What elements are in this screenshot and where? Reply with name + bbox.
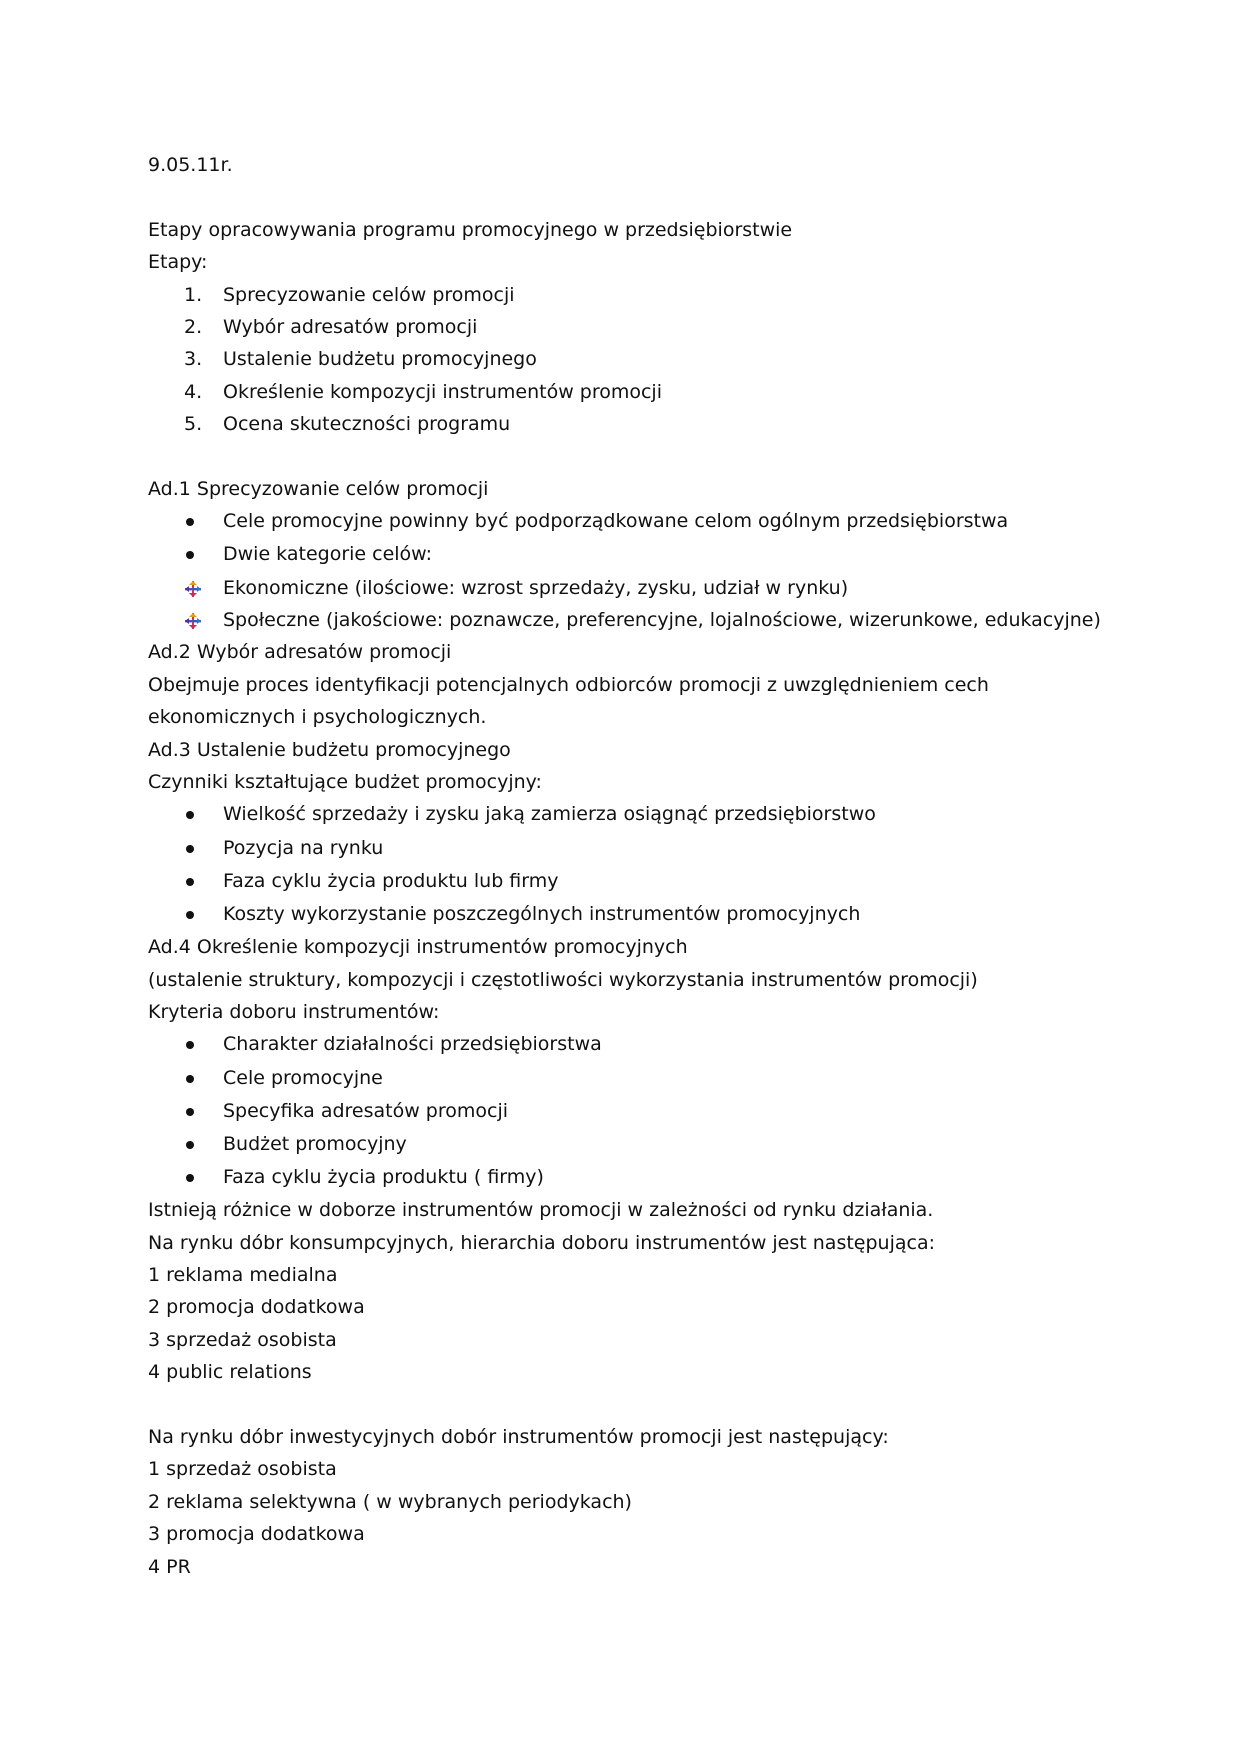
list-item-text: Cele promocyjne — [223, 1066, 383, 1089]
ad4-intro: Kryteria doboru instrumentów: — [148, 1000, 440, 1023]
list-item-text: Dwie kategorie celów: — [223, 543, 433, 566]
ad3-intro: Czynniki kształtujące budżet promocyjny: — [148, 771, 542, 794]
list-item-text: Faza cyklu życia produktu lub firmy — [223, 869, 559, 892]
ad2-heading: Ad.2 Wybór adresatów promocji — [148, 641, 452, 664]
spacer — [148, 1389, 1148, 1421]
investment-list-item: 2 reklama selektywna ( w wybranych periodykach) — [148, 1490, 632, 1513]
bullet-icon — [186, 845, 194, 853]
bullet-icon — [186, 878, 194, 886]
investment-list-item: 1 sprzedaż osobista — [148, 1458, 337, 1481]
ad4-heading: Ad.4 Określenie kompozycji instrumentów promocyjnych — [148, 936, 688, 959]
list-item-text: Budżet promocyjny — [223, 1132, 407, 1155]
list-item — [148, 408, 1148, 440]
list-item — [148, 279, 1148, 311]
list-item-text: Wielkość sprzedaży i zysku jaką zamierza osiągnąć przedsiębiorstwo — [223, 803, 876, 826]
document-date: 9.05.11r. — [148, 154, 233, 176]
list-number: 1. — [184, 283, 203, 306]
list-item-text: Ustalenie budżetu promocyjnego — [223, 348, 537, 371]
list-item — [148, 1095, 1148, 1128]
list-item — [148, 798, 1148, 831]
document-title: Etapy opracowywania programu promocyjnego w przedsiębiorstwie — [148, 218, 793, 241]
list-item-text: Cele promocyjne powinny być podporządkowane celom ogólnym przedsiębiorstwa — [223, 510, 1009, 533]
consumer-list-item: 2 promocja dodatkowa — [148, 1296, 365, 1319]
list-number: 4. — [184, 380, 203, 403]
ad1-heading: Ad.1 Sprecyzowanie celów promocji — [148, 477, 489, 500]
consumer-list-item: 3 sprzedaż osobista — [148, 1328, 337, 1351]
list-item — [148, 1062, 1148, 1095]
ad3-heading: Ad.3 Ustalenie budżetu promocyjnego — [148, 738, 511, 761]
bullet-icon — [186, 1108, 194, 1116]
list-item-text: Koszty wykorzystanie poszczególnych instrumentów promocyjnych — [223, 902, 861, 925]
spacer — [148, 181, 1148, 213]
consumer-list-item: 4 public relations — [148, 1361, 312, 1384]
bullet-icon — [186, 1075, 194, 1083]
bullet-icon — [186, 518, 194, 526]
investment-market-intro: Na rynku dóbr inwestycyjnych dobór instrumentów promocji jest następujący: — [148, 1426, 889, 1448]
list-item-text: Faza cyklu życia produktu ( firmy) — [223, 1166, 544, 1189]
differences-text: Istnieją różnice w doborze instrumentów promocji w zależności od rynku działania. — [148, 1199, 934, 1222]
list-item — [148, 898, 1148, 931]
four-way-arrow-icon — [184, 613, 202, 629]
bullet-icon — [186, 911, 194, 919]
consumer-market-intro: Na rynku dóbr konsumpcyjnych, hierarchia doboru instrumentów jest następująca: — [148, 1231, 935, 1254]
bullet-icon — [186, 811, 194, 819]
list-item — [148, 1028, 1148, 1061]
list-number: 2. — [184, 315, 203, 338]
list-number: 5. — [184, 413, 203, 436]
list-item — [148, 376, 1148, 408]
list-item-text: Charakter działalności przedsiębiorstwa — [223, 1033, 602, 1056]
etapy-list — [148, 279, 1148, 441]
list-item — [148, 604, 1148, 636]
list-item — [148, 1128, 1148, 1161]
bullet-icon — [186, 551, 194, 559]
investment-list-item: 3 promocja dodatkowa — [148, 1523, 365, 1546]
etapy-label: Etapy: — [148, 251, 208, 274]
four-way-arrow-icon — [184, 581, 202, 597]
list-item-text: Sprecyzowanie celów promocji — [223, 283, 515, 306]
list-item-text: Ocena skuteczności programu — [223, 413, 511, 436]
list-item — [148, 865, 1148, 898]
ad2-paragraph-line: Obejmuje proces identyfikacji potencjalnych odbiorców promocji z uwzględnieniem cech — [148, 673, 989, 696]
list-item-text: Specyfika adresatów promocji — [223, 1099, 509, 1122]
investment-list-item: 4 PR — [148, 1555, 191, 1578]
list-item — [148, 538, 1148, 571]
ad2-paragraph-line: ekonomicznych i psychologicznych. — [148, 706, 487, 729]
list-number: 3. — [184, 348, 203, 371]
list-item — [148, 311, 1148, 343]
ad4-note: (ustalenie struktury, kompozycji i częstotliwości wykorzystania instrumentów promocji) — [148, 968, 978, 991]
list-item-text: Społeczne (jakościowe: poznawcze, preferencyjne, lojalnościowe, wizerunkowe, edukacyjne) — [223, 609, 1101, 632]
bullet-icon — [186, 1174, 194, 1182]
list-item-text: Ekonomiczne (ilościowe: wzrost sprzedaży, zysku, udział w rynku) — [223, 576, 849, 599]
list-item-text: Określenie kompozycji instrumentów promocji — [223, 380, 662, 403]
bullet-icon — [186, 1141, 194, 1149]
list-item-text: Pozycja na rynku — [223, 836, 384, 859]
list-item — [148, 832, 1148, 865]
document-page — [148, 149, 1148, 1583]
bullet-icon — [186, 1041, 194, 1049]
consumer-list-item: 1 reklama medialna — [148, 1264, 338, 1287]
list-item-text: Wybór adresatów promocji — [223, 315, 478, 338]
list-item — [148, 343, 1148, 375]
list-item — [148, 1161, 1148, 1194]
spacer — [148, 441, 1148, 473]
list-item — [148, 505, 1148, 538]
list-item — [148, 572, 1148, 604]
